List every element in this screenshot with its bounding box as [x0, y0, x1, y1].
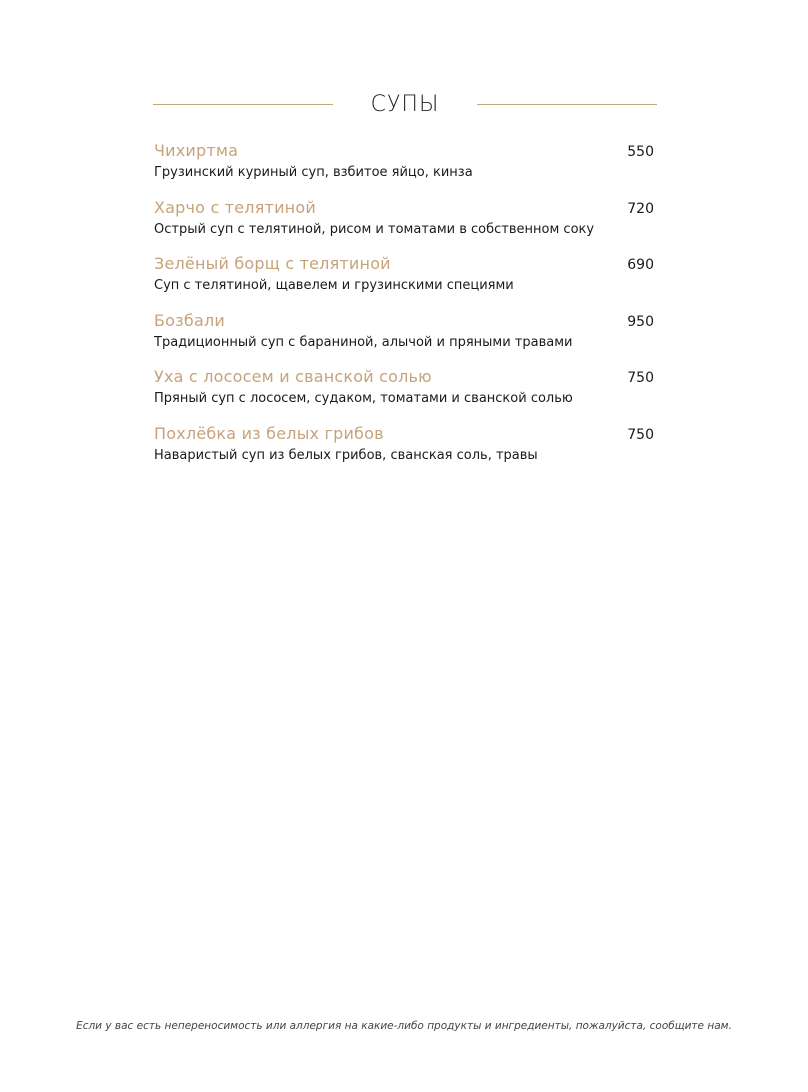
- allergy-note: Если у вас есть непереносимость или аллергия на какие-либо продукты и ингредиенты, пожалуйста, сообщите нам.: [76, 1020, 732, 1032]
- menu-item-price: 690: [627, 257, 654, 274]
- menu-item: [154, 198, 654, 255]
- menu-item: [154, 254, 654, 311]
- menu-item-name: Зелёный борщ с телятиной: [154, 254, 391, 274]
- section-title: СУПЫ: [370, 91, 440, 117]
- menu-item-description: Острый суп с телятиной, рисом и томатами в собственном соку: [154, 221, 595, 237]
- menu-item-description: Грузинский куриный суп, взбитое яйцо, кинза: [154, 165, 473, 180]
- menu-item-name: Похлёбка из белых грибов: [154, 423, 384, 443]
- menu-item-name: Уха с лососем и сванской солью: [154, 367, 432, 387]
- header-rule-right: [477, 104, 657, 105]
- menu-item-name: Чихиртма: [154, 141, 239, 160]
- menu-item-row: [154, 311, 654, 332]
- menu-item-row: [154, 424, 654, 445]
- menu-item-price: 950: [627, 313, 654, 330]
- menu-item: [154, 367, 654, 424]
- menu-item-name: Харчо с телятиной: [154, 197, 316, 217]
- menu-item: [154, 141, 654, 198]
- menu-item-name: Бозбали: [154, 310, 225, 330]
- section-header: [153, 86, 657, 122]
- menu-item-description: Суп с телятиной, щавелем и грузинскими специями: [154, 278, 514, 294]
- menu-item-price: 550: [627, 144, 654, 160]
- menu-item-description: Традиционный суп с бараниной, алычой и пряными травами: [154, 334, 573, 350]
- menu-list: [154, 141, 654, 481]
- menu-item-row: [154, 254, 654, 275]
- menu-item-price: 720: [627, 200, 654, 217]
- menu-item: [154, 424, 654, 481]
- menu-item-row: [154, 198, 654, 219]
- menu-item: [154, 311, 654, 368]
- menu-item-description: Пряный суп с лососем, судаком, томатами и сванской солью: [154, 391, 573, 407]
- menu-item-price: 750: [627, 426, 654, 443]
- header-rule-left: [153, 104, 333, 105]
- menu-item-price: 750: [627, 370, 654, 387]
- menu-item-row: [154, 141, 654, 162]
- menu-item-row: [154, 367, 654, 388]
- menu-item-description: Наваристый суп из белых грибов, сванская соль, травы: [154, 447, 538, 463]
